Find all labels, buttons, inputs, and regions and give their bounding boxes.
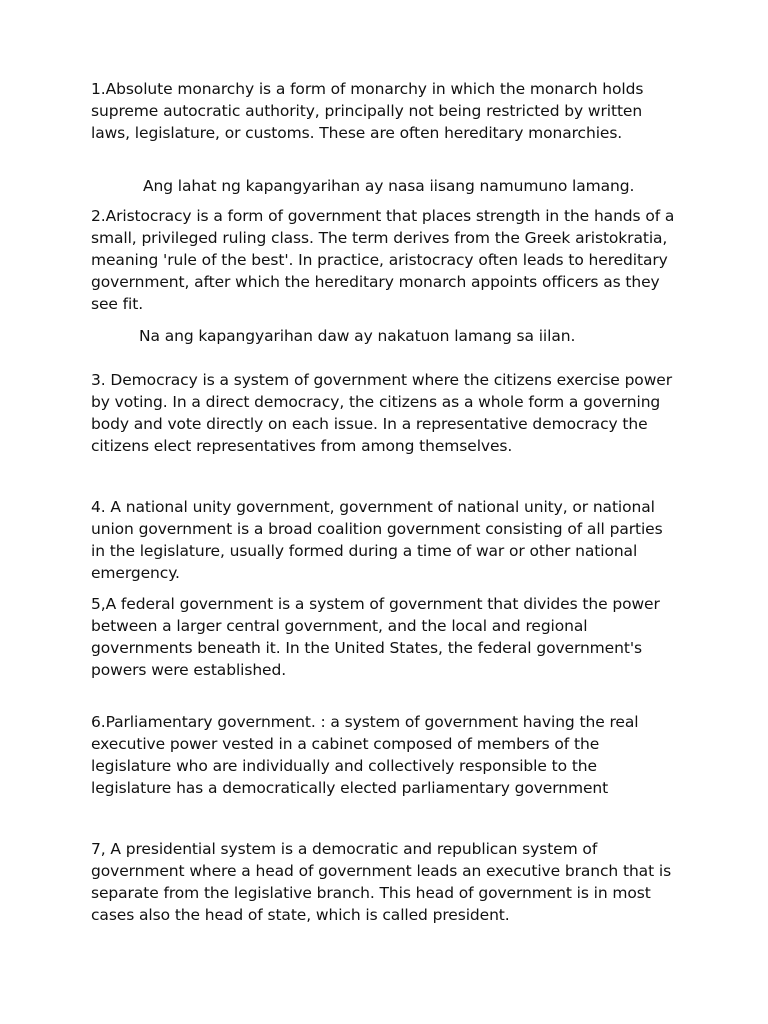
paragraph-federal-government: 5,A federal government is a system of government that divides the power between a larger central government, and the local and regional governments beneath it. In the United States, the federal government's powers were established. <box>91 595 660 679</box>
paragraph-national-unity-government: 4. A national unity government, government of national unity, or national union government is a broad coalition government consisting of all parties in the legislature, usually formed during a time of war or other national emergency. <box>91 498 663 582</box>
paragraph-aristocracy: 2.Aristocracy is a form of government that places strength in the hands of a small, privileged ruling class. The term derives from the Greek aristokratia, meaning 'rule of the best'. In practice, aristocracy often leads to hereditary government, after which the hereditary monarch appoints officers as they see fit. <box>91 207 675 313</box>
paragraph-democracy: 3. Democracy is a system of government where the citizens exercise power by voting. In a direct democracy, the citizens as a whole form a governing body and vote directly on each issue. In a representative democracy the citizens elect representatives from among themselves. <box>91 371 672 455</box>
note-absolute-monarchy: Ang lahat ng kapangyarihan ay nasa iisang namumuno lamang. <box>143 177 635 195</box>
paragraph-parliamentary-government: 6.Parliamentary government. : a system of government having the real executive power vested in a cabinet composed of members of the legislature who are individually and collectively responsible to the legislature has a democratically elected parliamentary government <box>91 713 639 797</box>
note-aristocracy: Na ang kapangyarihan daw ay nakatuon lamang sa iilan. <box>139 327 576 345</box>
paragraph-presidential-system: 7, A presidential system is a democratic and republican system of government where a head of government leads an executive branch that is separate from the legislative branch. This head of government is in most cases also the head of state, which is called president. <box>91 840 672 924</box>
paragraph-absolute-monarchy: 1.Absolute monarchy is a form of monarchy in which the monarch holds supreme autocratic authority, principally not being restricted by written laws, legislature, or customs. These are often hereditary monarchies. <box>91 80 644 142</box>
